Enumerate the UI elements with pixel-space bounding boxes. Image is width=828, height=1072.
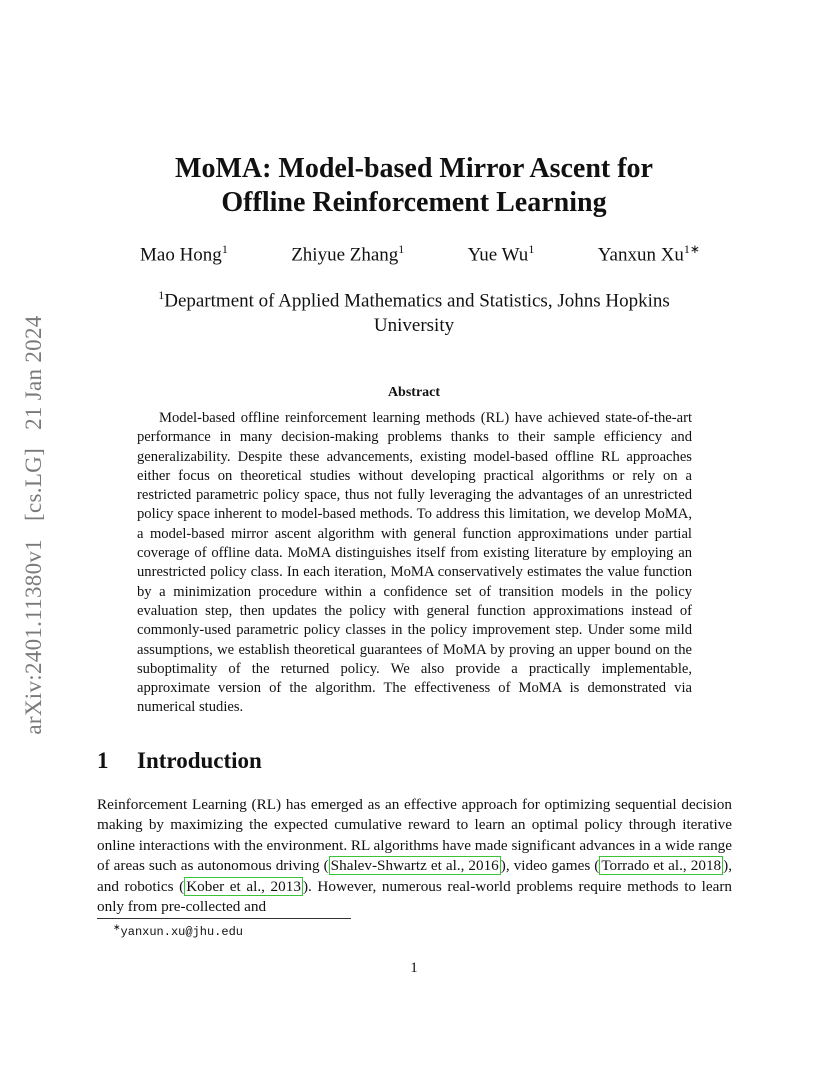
arxiv-date: 21 Jan 2024: [21, 315, 46, 430]
author: Yanxun $Xu^{1∗}$: [597, 242, 700, 266]
corresponding-email[interactable]: yanxun.xu@jhu.edu: [120, 925, 243, 939]
footnote-mark: ∗: [113, 922, 121, 932]
title-line-2: Offline Reinforcement Learning: [221, 187, 607, 218]
citation-link[interactable]: Shalev-Shwartz et al., 2016: [330, 857, 499, 875]
footnote: [113, 922, 243, 939]
affiliation-line-2: University: [373, 315, 455, 337]
arxiv-id[interactable]: arXiv:2401.11380v1: [21, 539, 46, 735]
citation-link[interactable]: Torrado et al., 2018: [601, 857, 722, 875]
paper-title: [100, 152, 728, 220]
section-title: Introduction: [137, 748, 262, 773]
arxiv-category: [cs.LG]: [21, 447, 46, 521]
footnote-divider: [97, 918, 351, 919]
section-heading-introduction: [97, 748, 737, 774]
abstract-heading: Abstract: [387, 385, 441, 400]
affiliation-mark: 1: [158, 288, 165, 302]
author: Zhiyue Zhang$^1$: [291, 242, 405, 266]
affiliation-line-1: Department of Applied Mathematics and Statistics, Johns Hopkins: [164, 290, 670, 312]
arxiv-identifier-stamp: [21, 290, 53, 760]
title-line-1: MoMA: Model-based Mirror Ascent for: [175, 153, 653, 184]
page-number: 1: [410, 960, 418, 976]
abstract-text: Model-based offline reinforcement learning methods (RL) have achieved state-of-the-art performance in many decision-making problems thanks to their sample efficiency and generalizability. Despite these advancements, existing model-based offline RL approaches either focus on theoretical studies without developing practical algorithms or rely on a restricted parametric policy space, thus not fully leveraging the advantages of an unrestricted policy space inherent to model-based methods. To address this limitation, we develop MoMA, a model-based mirror ascent algorithm with general function approximations under partial coverage of offline data. MoMA distinguishes itself from existing literature by employing an unrestricted policy class. In each iteration, MoMA conservatively estimates the value function by a minimization procedure within a confidence set of transition models in the policy evaluation step, then updates the policy with general function approximations instead of commonly-used parametric policy classes in the policy improvement step. Under some mild assumptions, we establish theoretical guarantees of MoMA by proving an upper bound on the suboptimality of the returned policy. We also provide a practically implementable, approximate version of the algorithm. The effectiveness of MoMA is demonstrated via numerical studies.: [137, 410, 692, 716]
citation-link[interactable]: Kober et al., 2013: [186, 877, 301, 895]
section-number: 1: [97, 748, 109, 773]
author: Mao Hong$^1$: [140, 242, 228, 266]
introduction-paragraph: Reinforcement Learning (RL) has emerged as an effective approach for optimizing sequential decision making by maximizing the expected cumulative reward to learn an optimal policy through iterative online interactions with the environment. RL algorithms have made significant advances in a wide range of areas such as autonomous driving ( Shalev-Shwartz et al., 2016 ), video games ( Torrado et al., 2018 ), and robotics ( Kober et al., 2013 ). However, numerous real-world problems require methods to learn only from pre-collected and: [97, 796, 733, 916]
affiliation: [110, 283, 718, 338]
author: Yue Wu$^1$: [467, 242, 535, 266]
author-list: [140, 242, 700, 266]
